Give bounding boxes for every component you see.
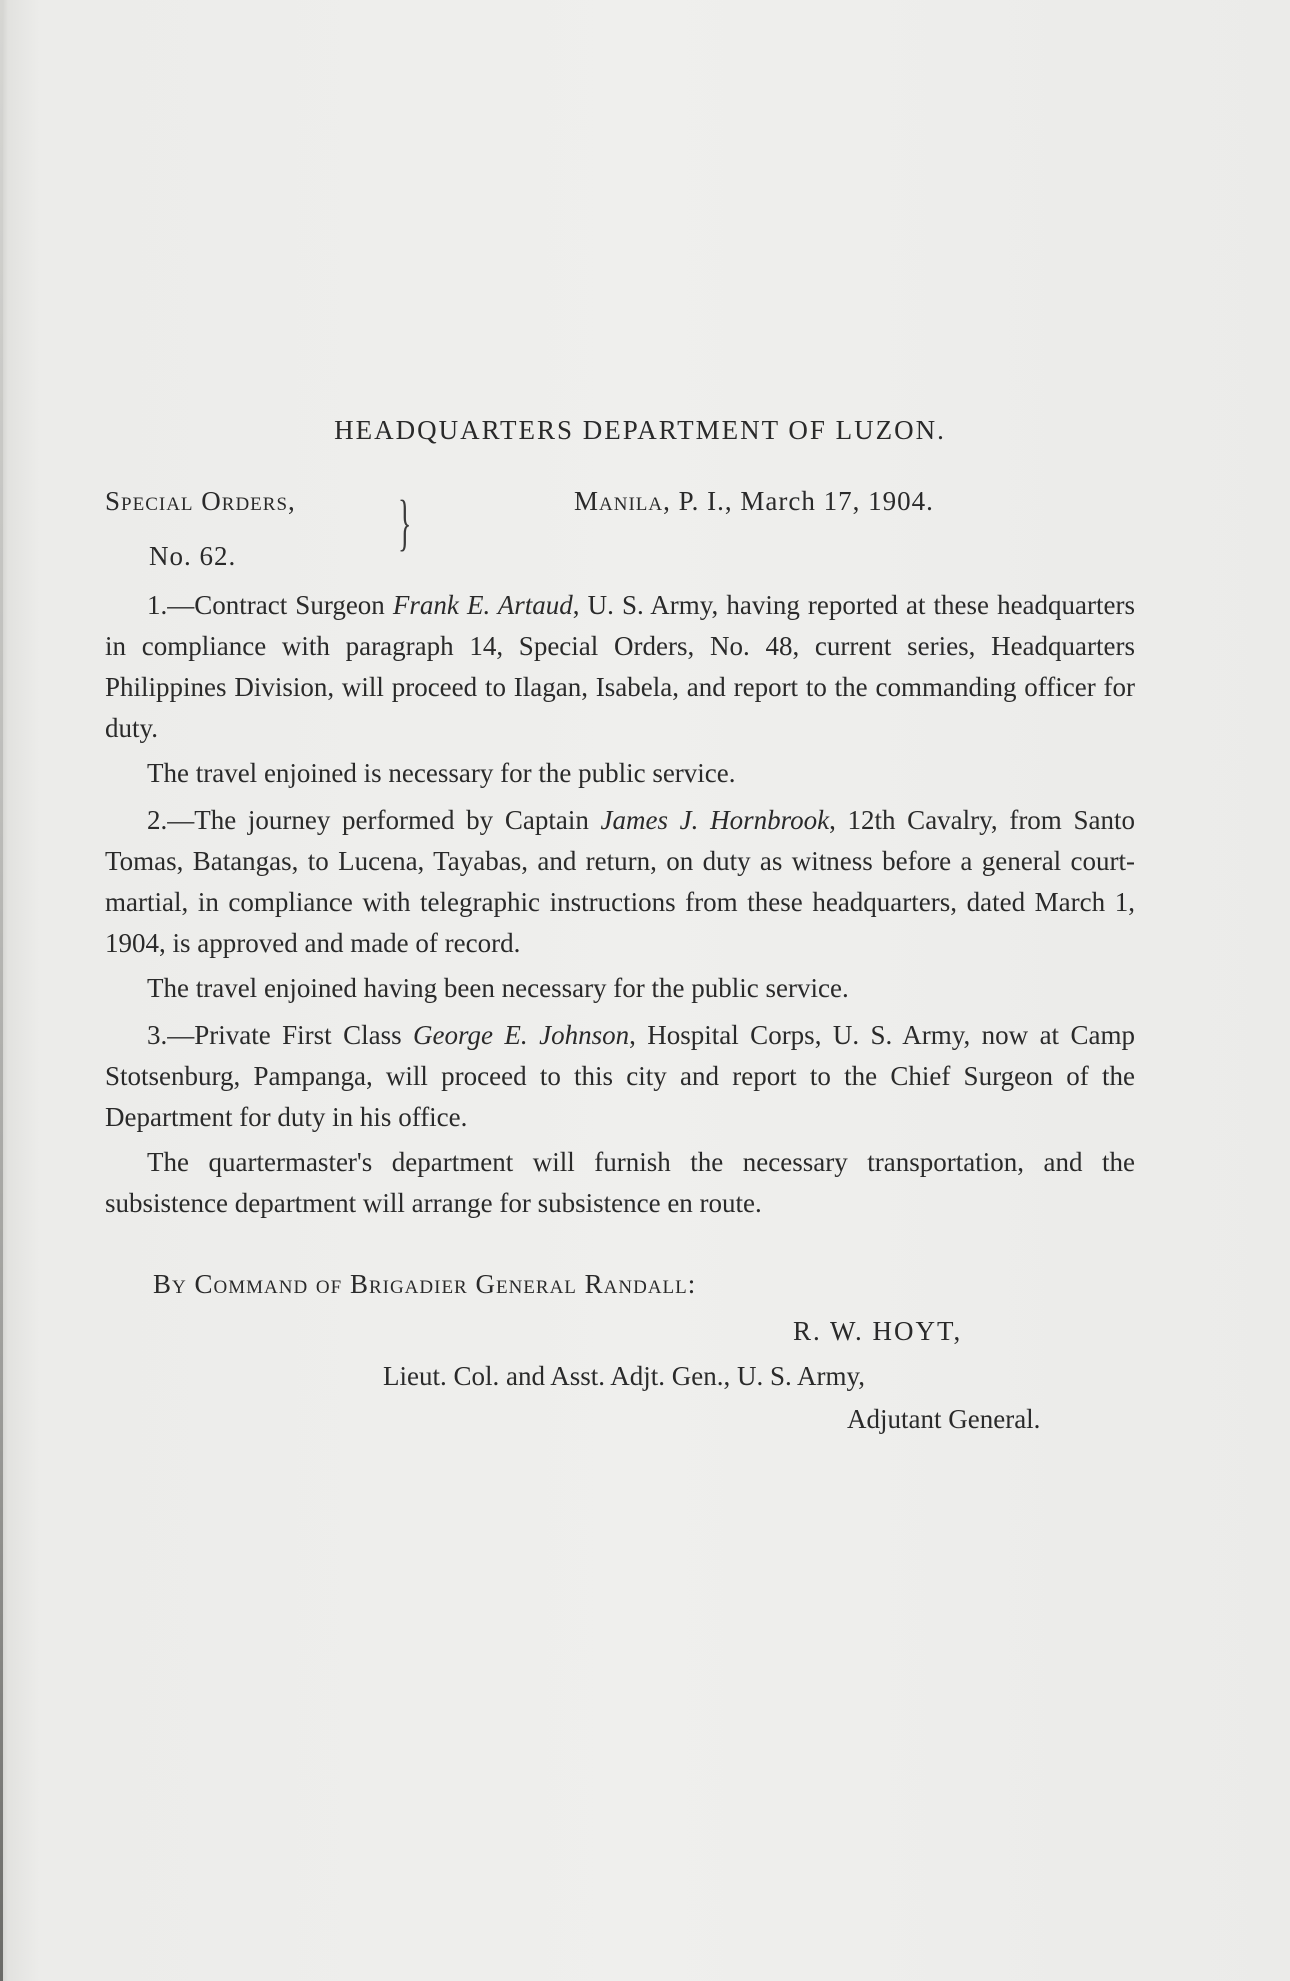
orders-header: [105, 481, 1135, 571]
paragraph-number: 2.—: [147, 805, 195, 835]
orders-place: Manila, P. I.,: [574, 486, 733, 516]
paragraph-text: The journey performed by Captain: [194, 805, 601, 835]
document-heading: HEADQUARTERS DEPARTMENT OF LUZON.: [334, 415, 946, 445]
paragraph-3-note: The quartermaster's department will furnish the necessary transportation, and the subsistence department will arrange for subsistence en route.: [105, 1147, 1135, 1218]
person-name: George E. Johnson: [413, 1020, 630, 1050]
binding-edge: [0, 0, 3, 1981]
paragraph-text: , U. S. Army, having reported at these headquarters in compliance with paragraph 14, Special Orders, No. 48, current series, Headquarters Philippines Division, will proceed to Ilagan, Isabela, and report to the commanding officer for duty.: [105, 590, 1135, 743]
orders-place-date: [574, 481, 934, 522]
paragraph-2-note: The travel enjoined having been necessary for the public service.: [147, 973, 849, 1003]
orders-number: No. 62.: [149, 541, 237, 571]
paragraph-text: , Hospital Corps, U. S. Army, now at Camp Stotsenburg, Pampanga, will proceed to this city and report to the Chief Surgeon of the Department for duty in his office.: [105, 1020, 1135, 1132]
paragraph-text: Private First Class: [194, 1020, 414, 1050]
signatory-name: R. W. HOYT,: [793, 1316, 963, 1346]
paragraph-text: , 12th Cavalry, from Santo Tomas, Batangas, to Lucena, Tayabas, and return, on duty as witness before a general court-martial, in compliance with telegraphic instructions from these headquarters, dated March 1, 1904, is approved and made of record.: [105, 805, 1135, 958]
person-name: James J. Hornbrook: [600, 805, 830, 835]
paragraph-number: 1.—: [147, 590, 195, 620]
orders-designation: [105, 481, 296, 577]
orders-date: March 17, 1904.: [740, 486, 934, 516]
special-orders-document: [105, 410, 1135, 1440]
paragraph-text: Contract Surgeon: [194, 590, 393, 620]
paragraph-2: [105, 800, 1135, 964]
signatory-role: Adjutant General.: [847, 1404, 1041, 1434]
orders-label: Special Orders,: [105, 486, 296, 516]
paragraph-1: [105, 585, 1135, 749]
brace-symbol: }: [398, 489, 412, 557]
paragraph-1-note: The travel enjoined is necessary for the public service.: [147, 758, 736, 788]
paragraph-3: [105, 1015, 1135, 1138]
command-line: By Command of Brigadier General Randall:: [153, 1269, 697, 1299]
person-name: Frank E. Artaud: [392, 590, 573, 620]
signatory-title: Lieut. Col. and Asst. Adjt. Gen., U. S. Army,: [383, 1361, 866, 1391]
paragraph-number: 3.—: [147, 1020, 195, 1050]
